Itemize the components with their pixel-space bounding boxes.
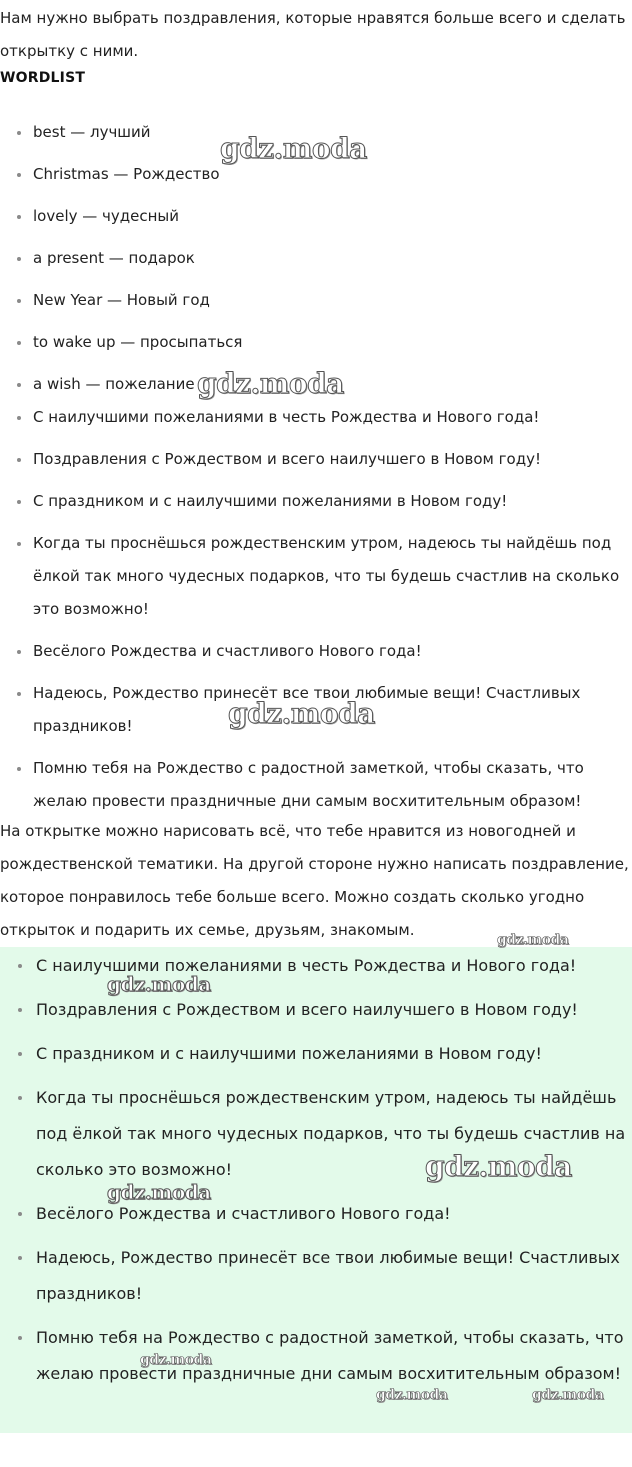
answer-list [0,948,632,1400]
watermark-logo: gdz.moda [497,932,569,948]
answer-item [0,1320,632,1392]
answer-item-text: Когда ты проснёшься рождественским утром, надеюсь ты найдёшь под ёлкой так много чудесных подарков, что ты будешь счастлив на сколько это возможно! [36,1088,626,1179]
list-item [0,116,632,149]
watermark-logo: gdz.moda [107,1180,211,1204]
list-item [0,527,632,626]
list-item [0,443,632,476]
list-item-text: С наилучшими пожеланиями в честь Рождества и Нового года! [33,408,540,426]
bullet-icon [17,542,21,546]
outro-paragraph: На открытке можно нарисовать всё, что тебе нравится из новогодней и рождественской тематики. На другой стороне нужно написать поздравление, которое понравилось тебе больше всего. Можно создать сколько угодно открыток и подарить их семье, друзьям, знакомым. [0,822,629,939]
bullet-icon [18,964,22,968]
intro-paragraph: Нам нужно выбрать поздравления, которые нравятся больше всего и сделать открытку с ними. [0,9,626,60]
answer-item [0,1240,632,1312]
bullet-icon [17,692,21,696]
list-item-text: Christmas — Рождество [33,165,220,183]
list-item-text: to wake up — просыпаться [33,333,243,351]
list-item [0,677,632,743]
list-item-text: Надеюсь, Рождество принесёт все твои любимые вещи! Счастливых праздников! [33,684,581,735]
answer-item-text: Надеюсь, Рождество принесёт все твои любимые вещи! Счастливых праздников! [36,1248,620,1303]
list-item-text: a wish — пожелание [33,375,195,393]
list-item [0,200,632,233]
answer-item [0,1080,632,1188]
watermark-logo: gdz.moda [220,132,367,165]
bullet-icon [18,1336,22,1340]
bullet-icon [18,1052,22,1056]
bullet-icon [17,131,21,135]
list-item [0,752,632,818]
watermark-logo: gdz.moda [425,1150,572,1183]
list-item [0,635,632,668]
bullet-icon [18,1008,22,1012]
list-item [0,284,632,317]
bullet-icon [18,1096,22,1100]
watermark-logo: gdz.moda [228,697,375,730]
bullet-icon [17,767,21,771]
list-item [0,158,632,191]
answer-item [0,948,632,984]
bullet-icon [17,341,21,345]
answer-item [0,1196,632,1232]
bullet-icon [17,215,21,219]
list-item [0,326,632,359]
wordlist [0,116,632,818]
bullet-icon [17,650,21,654]
bullet-icon [17,257,21,261]
list-item-text: lovely — чудесный [33,207,180,225]
list-item-text: С праздником и с наилучшими пожеланиями в Новом году! [33,492,508,510]
bullet-icon [17,500,21,504]
watermark-logo: gdz.moda [376,1387,448,1403]
wordlist-heading: WORDLIST [0,70,86,86]
answer-item-text: С наилучшими пожеланиями в честь Рождества и Нового года! [36,956,577,975]
list-item-text: New Year — Новый год [33,291,210,309]
bullet-icon [17,416,21,420]
watermark-logo: gdz.moda [140,1352,212,1368]
list-item-text: Весёлого Рождества и счастливого Нового года! [33,642,422,660]
bullet-icon [18,1212,22,1216]
answer-item-text: С праздником и с наилучшими пожеланиями в Новом году! [36,1044,542,1063]
list-item-text: Поздравления с Рождеством и всего наилучшего в Новом году! [33,450,541,468]
bullet-icon [17,299,21,303]
watermark-logo: gdz.moda [107,972,211,996]
watermark-logo: gdz.moda [532,1387,604,1403]
list-item-text: a present — подарок [33,249,195,267]
list-item [0,485,632,518]
answer-item [0,992,632,1028]
answer-item-text: Поздравления с Рождеством и всего наилучшего в Новом году! [36,1000,578,1019]
answer-item-text: Помню тебя на Рождество с радостной заметкой, чтобы сказать, что желаю провести праздничные дни самым восхитительным образом! [36,1328,624,1383]
answer-item [0,1036,632,1072]
list-item [0,368,632,401]
list-item-text: Помню тебя на Рождество с радостной заметкой, чтобы сказать, что желаю провести праздничные дни самым восхитительным образом! [33,759,584,810]
list-item-text: Когда ты проснёшься рождественским утром, надеюсь ты найдёшь под ёлкой так много чудесных подарков, что ты будешь счастлив на сколько это возможно! [33,534,620,618]
list-item [0,401,632,434]
list-item [0,242,632,275]
answer-item-text: Весёлого Рождества и счастливого Нового года! [36,1204,451,1223]
bullet-icon [18,1256,22,1260]
watermark-logo: gdz.moda [197,367,344,400]
bullet-icon [17,173,21,177]
bullet-icon [17,383,21,387]
bullet-icon [17,458,21,462]
list-item-text: best — лучший [33,123,151,141]
